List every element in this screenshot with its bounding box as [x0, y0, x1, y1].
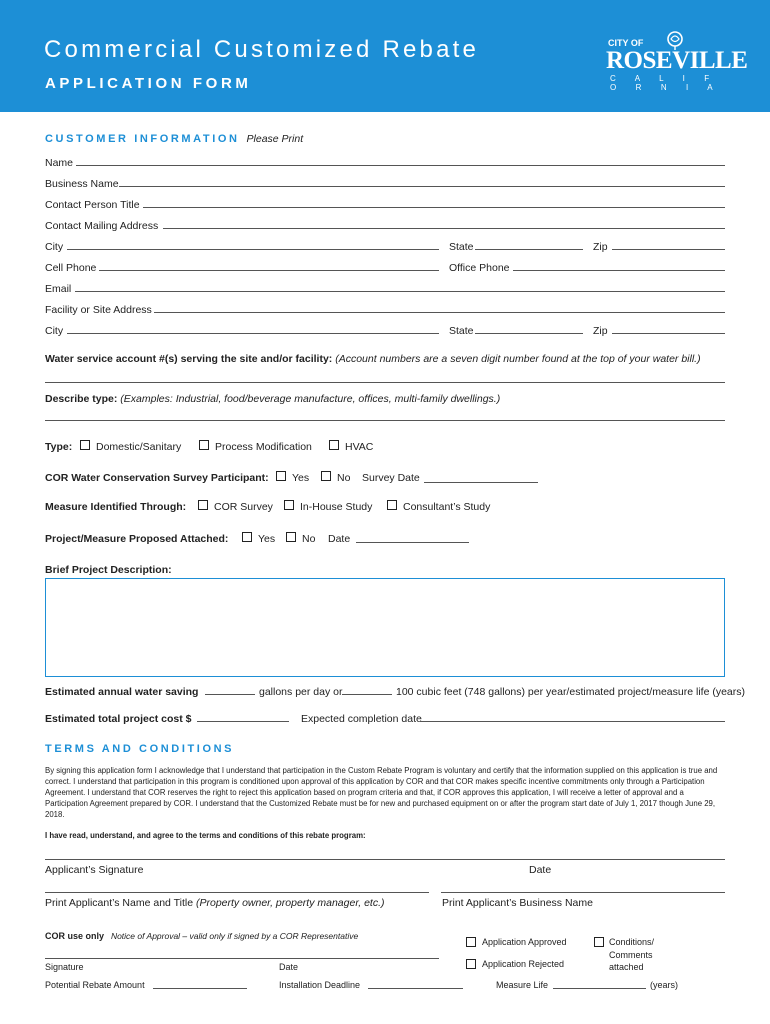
domestic-checkbox[interactable]	[80, 440, 90, 450]
water-account-label: Water service account #(s) serving the site and/or facility: (Account numbers are a seven digit number found at the top of your water bill.)	[45, 353, 701, 365]
completion-date-label: Expected completion date	[301, 713, 422, 725]
state2-label: State	[449, 325, 474, 337]
hvac-checkbox[interactable]	[329, 440, 339, 450]
logo-city-of: CITY OF	[608, 38, 644, 48]
email-label: Email	[45, 283, 72, 295]
in-house-label: In-House Study	[300, 501, 373, 513]
describe-type-label: Describe type: (Examples: Industrial, food/beverage manufacture, offices, multi-family dwellings.)	[45, 393, 501, 405]
form-subtitle: APPLICATION FORM	[45, 75, 252, 92]
terms-heading: TERMS AND CONDITIONS	[45, 743, 235, 755]
consultant-label: Consultant’s Study	[403, 501, 491, 513]
zip-label: Zip	[593, 241, 608, 253]
facility-address-field[interactable]	[154, 312, 725, 313]
rejected-checkbox[interactable]	[466, 959, 476, 969]
project-date-label: Date	[328, 533, 351, 545]
project-cost-field[interactable]	[197, 721, 289, 722]
contact-title-label: Contact Person Title	[45, 199, 140, 211]
agree-statement: I have read, understand, and agree to the terms and conditions of this rebate program:	[45, 831, 366, 840]
print-name-label: Print Applicant’s Name and Title (Property owner, property manager, etc.)	[45, 897, 385, 909]
cor-date-label: Date	[279, 962, 299, 972]
business-name-field[interactable]	[119, 186, 725, 187]
water-saving-label: Estimated annual water saving	[45, 686, 199, 698]
survey-no-label: No	[337, 472, 351, 484]
state-label: State	[449, 241, 474, 253]
approved-checkbox[interactable]	[466, 937, 476, 947]
measure-label: Measure Identified Through:	[45, 501, 187, 513]
project-yes-checkbox[interactable]	[242, 532, 252, 542]
name-label: Name	[45, 157, 74, 169]
name-field[interactable]	[76, 165, 725, 166]
office-phone-label: Office Phone	[449, 262, 510, 274]
header-banner	[0, 0, 770, 112]
describe-type-field[interactable]	[45, 420, 725, 421]
city2-field[interactable]	[67, 333, 439, 334]
consultant-checkbox[interactable]	[387, 500, 397, 510]
logo-california: C A L I F O R N I A	[610, 74, 722, 92]
mailing-address-label: Contact Mailing Address	[45, 220, 159, 232]
gallons-field[interactable]	[205, 694, 255, 695]
approved-label: Application Approved	[482, 937, 567, 947]
business-name-label: Business Name	[45, 178, 119, 190]
city2-label: City	[45, 325, 64, 337]
survey-date-label: Survey Date	[362, 472, 420, 484]
survey-yes-label: Yes	[292, 472, 310, 484]
email-field[interactable]	[75, 291, 725, 292]
installation-deadline-field[interactable]	[368, 988, 463, 989]
signature-line[interactable]	[45, 859, 725, 860]
project-cost-label: Estimated total project cost $	[45, 713, 192, 725]
rebate-amount-label: Potential Rebate Amount	[45, 980, 145, 990]
mailing-address-field[interactable]	[163, 228, 725, 229]
roseville-logo	[606, 30, 748, 92]
completion-date-field[interactable]	[420, 721, 725, 722]
cor-signature-line[interactable]	[45, 958, 439, 959]
rebate-amount-field[interactable]	[153, 988, 247, 989]
brief-description-label: Brief Project Description:	[45, 564, 172, 576]
zip2-field[interactable]	[612, 333, 725, 334]
in-house-checkbox[interactable]	[284, 500, 294, 510]
city-label: City	[45, 241, 64, 253]
survey-date-field[interactable]	[424, 482, 538, 483]
comments-label: Comments	[609, 950, 653, 960]
form-title: Commercial Customized Rebate	[44, 36, 480, 63]
type-label: Type:	[45, 441, 73, 453]
office-phone-field[interactable]	[513, 270, 725, 271]
project-no-label: No	[302, 533, 316, 545]
gallons-unit: gallons per day or	[259, 686, 343, 698]
installation-deadline-label: Installation Deadline	[279, 980, 361, 990]
applicant-signature-label: Applicant’s Signature	[45, 864, 144, 876]
survey-yes-checkbox[interactable]	[276, 471, 286, 481]
survey-label: COR Water Conservation Survey Participant:	[45, 472, 269, 484]
signature-date-label: Date	[529, 864, 552, 876]
city-field[interactable]	[67, 249, 439, 250]
measure-life-field[interactable]	[553, 988, 646, 989]
water-account-field[interactable]	[45, 382, 725, 383]
attached-label: attached	[609, 962, 644, 972]
facility-address-label: Facility or Site Address	[45, 304, 152, 316]
zip-field[interactable]	[612, 249, 725, 250]
logo-roseville: ROSEVILLE	[606, 47, 748, 74]
rejected-label: Application Rejected	[482, 959, 565, 969]
process-checkbox[interactable]	[199, 440, 209, 450]
state2-field[interactable]	[475, 333, 583, 334]
print-business-label: Print Applicant’s Business Name	[442, 897, 593, 909]
terms-body: By signing this application form I acknowledge that I understand that participation in the Custom Rebate Program is voluntary and certify that the information supplied on this application is true and correct. I understand that participation in this program is conditioned upon approval of this application by COR and that COR makes specific incentive commitments only through a Participation Agreement. I understand that COR reserves the right to reject this application based on program criteria and that, if COR approves this application, I will receive a letter of approval and a Participation Agreement prepared by COR. I understand that the Customized Rebate must be for new and purchased equipment on or after the program start date of July 1, 2017 though June 29, 2018.	[45, 766, 718, 819]
measure-life-label: Measure Life	[496, 980, 549, 990]
conditions-checkbox[interactable]	[594, 937, 604, 947]
project-no-checkbox[interactable]	[286, 532, 296, 542]
business-name-line[interactable]	[441, 892, 725, 893]
zip2-label: Zip	[593, 325, 608, 337]
project-label: Project/Measure Proposed Attached:	[45, 533, 229, 545]
hvac-label: HVAC	[345, 441, 374, 453]
cor-survey-checkbox[interactable]	[198, 500, 208, 510]
cor-signature-label: Signature	[45, 962, 84, 972]
conditions-label: Conditions/	[609, 937, 655, 947]
project-date-field[interactable]	[356, 542, 469, 543]
state-field[interactable]	[475, 249, 583, 250]
process-label: Process Modification	[215, 441, 312, 453]
cor-use-only: COR use only Notice of Approval – valid only if signed by a COR Representative	[45, 931, 359, 941]
project-yes-label: Yes	[258, 533, 276, 545]
customer-info-heading: CUSTOMER INFORMATION Please Print	[45, 133, 304, 145]
brief-description-box[interactable]	[45, 578, 725, 677]
cell-phone-field[interactable]	[99, 270, 439, 271]
contact-title-field[interactable]	[143, 207, 725, 208]
cor-survey-label: COR Survey	[214, 501, 273, 513]
cubic-feet-unit: 100 cubic feet (748 gallons) per year/estimated project/measure life (years)	[396, 686, 746, 698]
domestic-label: Domestic/Sanitary	[96, 441, 182, 453]
years-label: (years)	[650, 980, 679, 990]
cubic-feet-field[interactable]	[342, 694, 392, 695]
survey-no-checkbox[interactable]	[321, 471, 331, 481]
print-name-line[interactable]	[45, 892, 429, 893]
cell-phone-label: Cell Phone	[45, 262, 97, 274]
